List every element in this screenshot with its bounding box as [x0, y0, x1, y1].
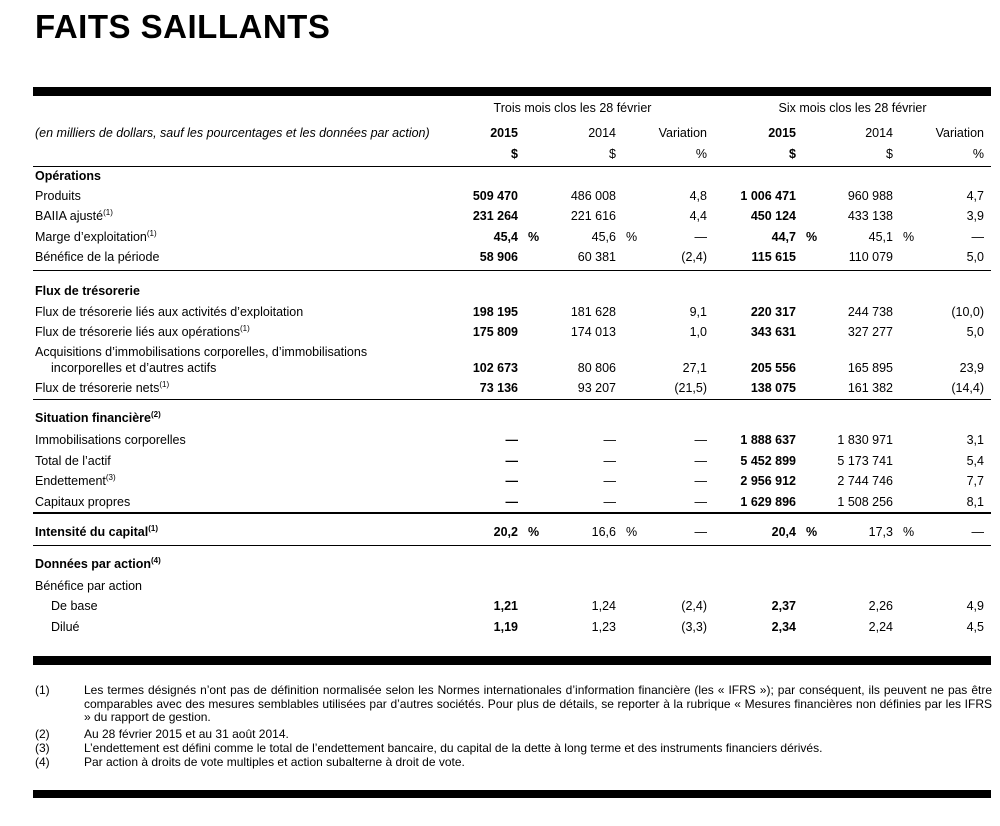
- table-cell: 4,5: [966, 620, 984, 634]
- table-cell: (3,3): [681, 620, 707, 634]
- table-cell: —: [694, 474, 707, 488]
- table-cell: 231 264: [472, 209, 518, 223]
- table-cell: 1,21: [493, 599, 518, 613]
- row-label-text: Flux de trésorerie liés aux opérations: [35, 325, 240, 339]
- table-cell: —: [694, 454, 707, 468]
- table-cell: 1 629 896: [740, 495, 796, 509]
- table-cell: 3,9: [966, 209, 984, 223]
- footnote-ref: (1): [148, 523, 158, 533]
- row-label-text: Flux de trésorerie liés aux activités d’exploitation: [35, 305, 304, 319]
- footnote-text: Par action à droits de vote multiples et action subalterne à droit de vote.: [84, 755, 465, 769]
- column-unit: $: [789, 147, 796, 161]
- table-cell: 58 906: [479, 250, 518, 264]
- row-label: [35, 454, 111, 469]
- table-cell: 4,4: [689, 209, 707, 223]
- row-label-text: De base: [51, 599, 98, 613]
- column-header: 2014: [588, 126, 616, 140]
- column-unit: $: [886, 147, 893, 161]
- header-rule: [33, 166, 991, 167]
- row-label: [35, 381, 169, 396]
- table-cell: —: [603, 495, 616, 509]
- row-label: [35, 411, 161, 426]
- section-rule: [33, 270, 991, 271]
- table-cell: 2 744 746: [837, 474, 893, 488]
- table-cell: 102 673: [472, 361, 518, 375]
- footnote-text: Les termes désignés n’ont pas de définition normalisée selon les Normes internationales d’information financière (les « IFRS »); par conséquent, ils peuvent ne pas être comparables avec des mesures semblables utilisées par d’autres sociétés. Pour plus de détails, se reporter à la rubrique « Mesures financières non définies par les IFRS » du rapport de gestion.: [84, 683, 992, 724]
- row-label-text: Immobilisations corporelles: [35, 433, 186, 447]
- table-cell: (2,4): [681, 250, 707, 264]
- table-cell: 44,7: [771, 230, 796, 244]
- column-header: 2014: [865, 126, 893, 140]
- table-cell: 343 631: [750, 325, 796, 339]
- percent-sign: %: [528, 230, 540, 244]
- table-cell: 5,0: [966, 250, 984, 264]
- table-cell: —: [694, 433, 707, 447]
- column-unit: %: [972, 147, 984, 161]
- section-rule: [33, 399, 991, 400]
- footnote-ref: (1): [146, 228, 157, 238]
- table-cell: 2,34: [771, 620, 796, 634]
- table-cell: 205 556: [750, 361, 796, 375]
- table-cell: —: [694, 230, 707, 244]
- row-label: [51, 620, 80, 635]
- bottom-rule: [33, 656, 991, 665]
- table-cell: 1 888 637: [740, 433, 796, 447]
- row-label-text: Bénéfice de la période: [35, 250, 160, 264]
- table-cell: 161 382: [847, 381, 893, 395]
- table-cell: 433 138: [847, 209, 893, 223]
- row-label: [35, 189, 81, 204]
- table-cell: 4,7: [966, 189, 984, 203]
- table-cell: —: [971, 525, 984, 539]
- table-cell: 327 277: [847, 325, 893, 339]
- table-cell: 5,4: [966, 454, 984, 468]
- row-label: [35, 433, 186, 448]
- table-cell: 110 079: [848, 250, 893, 264]
- footnote-ref: (1): [159, 379, 170, 389]
- table-cell: 960 988: [847, 189, 893, 203]
- table-cell: 16,6: [591, 525, 616, 539]
- row-label: [51, 599, 98, 614]
- table-cell: —: [971, 230, 984, 244]
- row-label-text: Opérations: [35, 169, 101, 183]
- table-cell: 1,23: [591, 620, 616, 634]
- table-cell: 93 207: [577, 381, 616, 395]
- row-label-text: incorporelles et d’autres actifs: [51, 361, 217, 375]
- footer-rule: [33, 790, 991, 798]
- table-cell: (10,0): [951, 305, 984, 319]
- column-header: 2015: [768, 126, 796, 140]
- table-cell: 1,0: [689, 325, 707, 339]
- header-three-months: Trois mois clos les 28 février: [493, 101, 652, 115]
- row-label-text: Produits: [35, 189, 81, 203]
- footnote-number: (4): [35, 755, 50, 769]
- section-rule: [33, 512, 991, 514]
- footnote-ref: (4): [151, 555, 161, 565]
- row-label-text: Intensité du capital: [35, 525, 149, 539]
- row-label: [35, 495, 130, 510]
- percent-sign: %: [528, 525, 540, 539]
- column-unit: $: [511, 147, 518, 161]
- row-label-text: Marge d’exploitation: [35, 230, 147, 244]
- table-cell: 45,4: [493, 230, 518, 244]
- percent-sign: %: [903, 230, 915, 244]
- table-cell: 115 615: [751, 250, 796, 264]
- table-cell: 1 830 971: [837, 433, 893, 447]
- table-cell: 1,24: [591, 599, 616, 613]
- table-cell: 165 895: [847, 361, 893, 375]
- table-cell: —: [603, 454, 616, 468]
- table-cell: 2,37: [771, 599, 796, 613]
- footnote-number: (1): [35, 683, 50, 697]
- footnote-ref: (2): [151, 409, 161, 419]
- footnote-text: Au 28 février 2015 et au 31 août 2014.: [84, 727, 289, 741]
- percent-sign: %: [903, 525, 915, 539]
- table-cell: 221 616: [570, 209, 616, 223]
- table-cell: —: [505, 433, 518, 447]
- row-label: [35, 345, 367, 360]
- table-cell: 2,26: [868, 599, 893, 613]
- table-cell: 45,6: [591, 230, 616, 244]
- row-label-text: Données par action: [35, 557, 151, 571]
- row-label: [35, 305, 303, 320]
- table-cell: 2 956 912: [740, 474, 796, 488]
- row-label-text: Situation financière: [35, 411, 151, 425]
- table-cell: 45,1: [868, 230, 893, 244]
- table-cell: 450 124: [750, 209, 796, 223]
- row-label: [35, 525, 158, 540]
- table-cell: 73 136: [479, 381, 518, 395]
- table-cell: (21,5): [674, 381, 707, 395]
- section-rule: [33, 545, 991, 546]
- table-cell: —: [694, 525, 707, 539]
- row-label-text: Endettement: [35, 474, 106, 488]
- row-label-text: Total de l’actif: [35, 454, 111, 468]
- table-cell: 220 317: [750, 305, 796, 319]
- table-cell: 2,24: [868, 620, 893, 634]
- table-cell: 509 470: [472, 189, 518, 203]
- row-label: [35, 230, 157, 245]
- percent-sign: %: [806, 230, 818, 244]
- row-label: [35, 579, 142, 594]
- footnote-number: (3): [35, 741, 50, 755]
- row-label-text: Dilué: [51, 620, 80, 634]
- column-header: Variation: [658, 126, 707, 140]
- row-label-text: Acquisitions d’immobilisations corporelles, d’immobilisations: [35, 345, 368, 359]
- table-cell: —: [505, 495, 518, 509]
- table-cell: (14,4): [951, 381, 984, 395]
- units-note: (en milliers de dollars, sauf les pourcentages et les données par action): [35, 126, 430, 140]
- column-unit: %: [695, 147, 707, 161]
- footnote-ref: (1): [239, 323, 250, 333]
- percent-sign: %: [626, 230, 638, 244]
- page-title: FAITS SAILLANTS: [35, 8, 331, 45]
- footnote-number: (2): [35, 727, 50, 741]
- column-header: Variation: [935, 126, 984, 140]
- table-cell: 27,1: [682, 361, 707, 375]
- footnote-ref: (3): [105, 472, 116, 482]
- table-cell: —: [505, 454, 518, 468]
- row-label-text: Flux de trésorerie: [35, 284, 140, 298]
- table-cell: —: [603, 433, 616, 447]
- row-label-text: Capitaux propres: [35, 495, 131, 509]
- table-cell: (2,4): [681, 599, 707, 613]
- row-label: [35, 557, 161, 572]
- table-cell: —: [603, 474, 616, 488]
- table-cell: 181 628: [570, 305, 616, 319]
- top-rule: [33, 87, 991, 96]
- table-cell: 3,1: [966, 433, 984, 447]
- table-cell: —: [505, 474, 518, 488]
- row-label: [35, 325, 250, 340]
- table-cell: 23,9: [959, 361, 984, 375]
- table-cell: 60 381: [577, 250, 616, 264]
- column-header: 2015: [490, 126, 518, 140]
- table-cell: 1 006 471: [740, 189, 796, 203]
- row-label-text: Bénéfice par action: [35, 579, 143, 593]
- table-cell: 244 738: [847, 305, 893, 319]
- percent-sign: %: [806, 525, 818, 539]
- table-cell: 4,9: [966, 599, 984, 613]
- row-label: [35, 169, 101, 184]
- footnote-text: L’endettement est défini comme le total de l’endettement bancaire, du capital de la dette à long terme et des instruments financiers dérivés.: [84, 741, 823, 755]
- table-cell: 198 195: [472, 305, 518, 319]
- percent-sign: %: [626, 525, 638, 539]
- row-label: [35, 284, 140, 299]
- table-cell: 20,4: [771, 525, 796, 539]
- table-cell: 138 075: [750, 381, 796, 395]
- table-cell: —: [694, 495, 707, 509]
- table-cell: 80 806: [577, 361, 616, 375]
- row-label: [35, 250, 159, 265]
- row-label: [35, 209, 113, 224]
- table-cell: 1 508 256: [837, 495, 893, 509]
- table-cell: 17,3: [868, 525, 893, 539]
- table-cell: 9,1: [689, 305, 707, 319]
- table-cell: 486 008: [570, 189, 616, 203]
- table-cell: 175 809: [472, 325, 518, 339]
- row-label: [51, 361, 216, 376]
- row-label-text: BAIIA ajusté: [35, 209, 104, 223]
- table-cell: 5 452 899: [740, 454, 796, 468]
- row-label: [35, 474, 116, 489]
- footnote-ref: (1): [103, 207, 113, 217]
- row-label-text: Flux de trésorerie nets: [35, 381, 160, 395]
- table-cell: 20,2: [493, 525, 518, 539]
- column-unit: $: [609, 147, 616, 161]
- table-cell: 8,1: [966, 495, 984, 509]
- table-cell: 5 173 741: [837, 454, 893, 468]
- table-cell: 1,19: [493, 620, 518, 634]
- header-six-months: Six mois clos les 28 février: [778, 101, 927, 115]
- table-cell: 5,0: [966, 325, 984, 339]
- table-cell: 174 013: [570, 325, 616, 339]
- table-cell: 4,8: [689, 189, 707, 203]
- table-cell: 7,7: [966, 474, 984, 488]
